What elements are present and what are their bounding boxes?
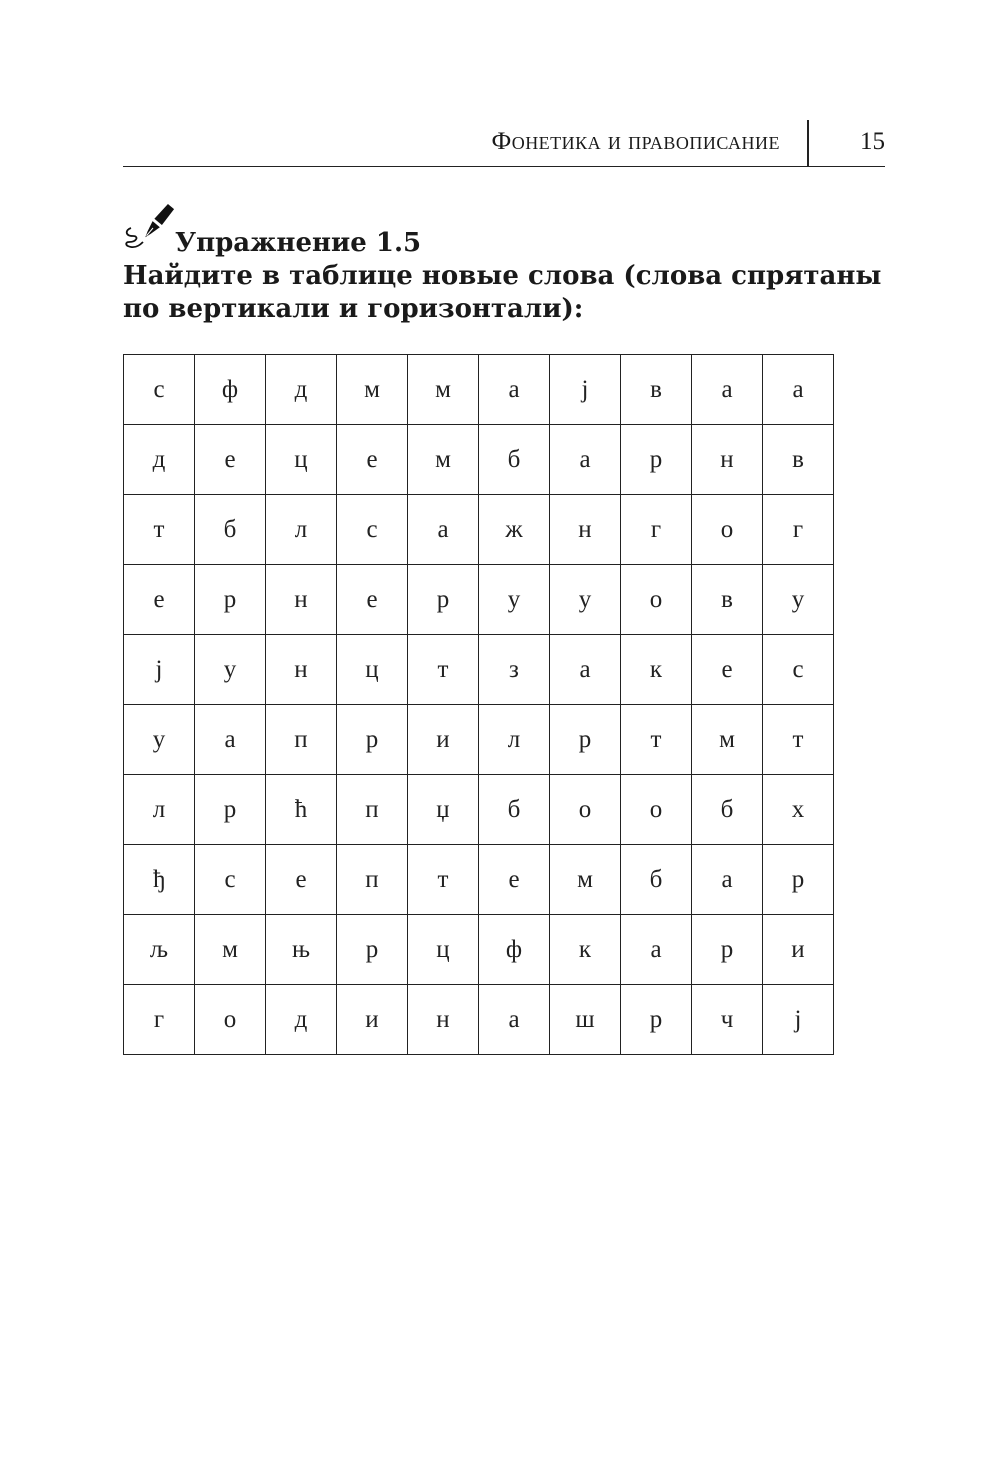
grid-cell: а — [692, 845, 763, 915]
grid-cell: а — [763, 355, 834, 425]
grid-row — [124, 495, 834, 565]
grid-cell: т — [621, 705, 692, 775]
grid-cell: т — [763, 705, 834, 775]
grid-row — [124, 705, 834, 775]
grid-cell: р — [337, 705, 408, 775]
grid-cell: п — [266, 705, 337, 775]
grid-cell: н — [550, 495, 621, 565]
grid-cell: е — [692, 635, 763, 705]
grid-cell: ч — [692, 985, 763, 1055]
grid-cell: п — [337, 775, 408, 845]
grid-cell: е — [479, 845, 550, 915]
grid-cell: ј — [550, 355, 621, 425]
grid-cell: а — [479, 355, 550, 425]
grid-cell: е — [195, 425, 266, 495]
grid-row — [124, 425, 834, 495]
grid-cell: м — [408, 425, 479, 495]
grid-cell: е — [266, 845, 337, 915]
grid-cell: р — [621, 425, 692, 495]
grid-cell: и — [337, 985, 408, 1055]
grid-cell: а — [479, 985, 550, 1055]
grid-cell: р — [408, 565, 479, 635]
grid-cell: ј — [124, 635, 195, 705]
grid-cell: з — [479, 635, 550, 705]
grid-cell: б — [479, 775, 550, 845]
grid-cell: и — [408, 705, 479, 775]
exercise-title: Упражнение 1.5 — [175, 228, 422, 258]
grid-cell: и — [763, 915, 834, 985]
grid-cell: р — [195, 565, 266, 635]
grid-cell: н — [266, 565, 337, 635]
grid-cell: г — [124, 985, 195, 1055]
grid-cell: в — [692, 565, 763, 635]
grid-cell: е — [337, 565, 408, 635]
grid-row — [124, 355, 834, 425]
grid-cell: м — [195, 915, 266, 985]
grid-cell: б — [621, 845, 692, 915]
grid-cell: м — [692, 705, 763, 775]
grid-cell: а — [550, 635, 621, 705]
grid-row — [124, 985, 834, 1055]
grid-cell: л — [266, 495, 337, 565]
grid-cell: д — [266, 985, 337, 1055]
grid-cell: б — [479, 425, 550, 495]
grid-cell: а — [692, 355, 763, 425]
grid-cell: е — [337, 425, 408, 495]
grid-cell: а — [550, 425, 621, 495]
grid-cell: у — [195, 635, 266, 705]
grid-cell: г — [763, 495, 834, 565]
header-divider — [807, 120, 809, 166]
grid-cell: њ — [266, 915, 337, 985]
grid-cell: ф — [479, 915, 550, 985]
fountain-pen-icon — [123, 200, 175, 256]
grid-cell: ђ — [124, 845, 195, 915]
grid-cell: м — [337, 355, 408, 425]
grid-cell: т — [124, 495, 195, 565]
grid-cell: р — [621, 985, 692, 1055]
grid-cell: с — [195, 845, 266, 915]
grid-cell: о — [621, 775, 692, 845]
grid-cell: в — [621, 355, 692, 425]
grid-cell: л — [479, 705, 550, 775]
grid-cell: о — [550, 775, 621, 845]
grid-cell: р — [550, 705, 621, 775]
grid-cell: ц — [408, 915, 479, 985]
grid-cell: о — [195, 985, 266, 1055]
grid-cell: н — [692, 425, 763, 495]
grid-cell: џ — [408, 775, 479, 845]
grid-cell: г — [621, 495, 692, 565]
grid-cell: х — [763, 775, 834, 845]
grid-cell: а — [621, 915, 692, 985]
grid-row — [124, 565, 834, 635]
page-header — [123, 118, 885, 167]
running-title: Фонетика и правописание — [491, 128, 780, 155]
exercise-instruction: Найдите в таблице новые слова (слова спрятаны по вертикали и горизонтали): — [123, 261, 882, 324]
word-search-grid — [123, 354, 834, 1055]
grid-cell: р — [692, 915, 763, 985]
grid-cell: с — [124, 355, 195, 425]
grid-cell: о — [621, 565, 692, 635]
grid-cell: ц — [337, 635, 408, 705]
grid-cell: с — [763, 635, 834, 705]
grid-cell: о — [692, 495, 763, 565]
grid-cell: е — [124, 565, 195, 635]
grid-cell: в — [763, 425, 834, 495]
grid-cell: у — [479, 565, 550, 635]
grid-cell: ј — [763, 985, 834, 1055]
grid-cell: м — [408, 355, 479, 425]
grid-cell: ш — [550, 985, 621, 1055]
grid-cell: п — [337, 845, 408, 915]
grid-row — [124, 775, 834, 845]
grid-cell: н — [408, 985, 479, 1055]
grid-cell: д — [124, 425, 195, 495]
grid-cell: а — [408, 495, 479, 565]
grid-cell: ћ — [266, 775, 337, 845]
grid-cell: љ — [124, 915, 195, 985]
page-number: 15 — [860, 128, 885, 155]
grid-cell: ц — [266, 425, 337, 495]
grid-cell: р — [337, 915, 408, 985]
grid-cell: ж — [479, 495, 550, 565]
grid-cell: у — [550, 565, 621, 635]
grid-row — [124, 915, 834, 985]
grid-cell: д — [266, 355, 337, 425]
grid-cell: к — [621, 635, 692, 705]
grid-cell: м — [550, 845, 621, 915]
grid-cell: с — [337, 495, 408, 565]
grid-row — [124, 635, 834, 705]
grid-cell: т — [408, 845, 479, 915]
grid-cell: б — [692, 775, 763, 845]
grid-cell: к — [550, 915, 621, 985]
grid-cell: б — [195, 495, 266, 565]
grid-cell: ф — [195, 355, 266, 425]
grid-cell: у — [763, 565, 834, 635]
grid-cell: а — [195, 705, 266, 775]
grid-cell: н — [266, 635, 337, 705]
grid-cell: у — [124, 705, 195, 775]
grid-cell: л — [124, 775, 195, 845]
grid-cell: т — [408, 635, 479, 705]
grid-cell: р — [763, 845, 834, 915]
grid-row — [124, 845, 834, 915]
grid-cell: р — [195, 775, 266, 845]
